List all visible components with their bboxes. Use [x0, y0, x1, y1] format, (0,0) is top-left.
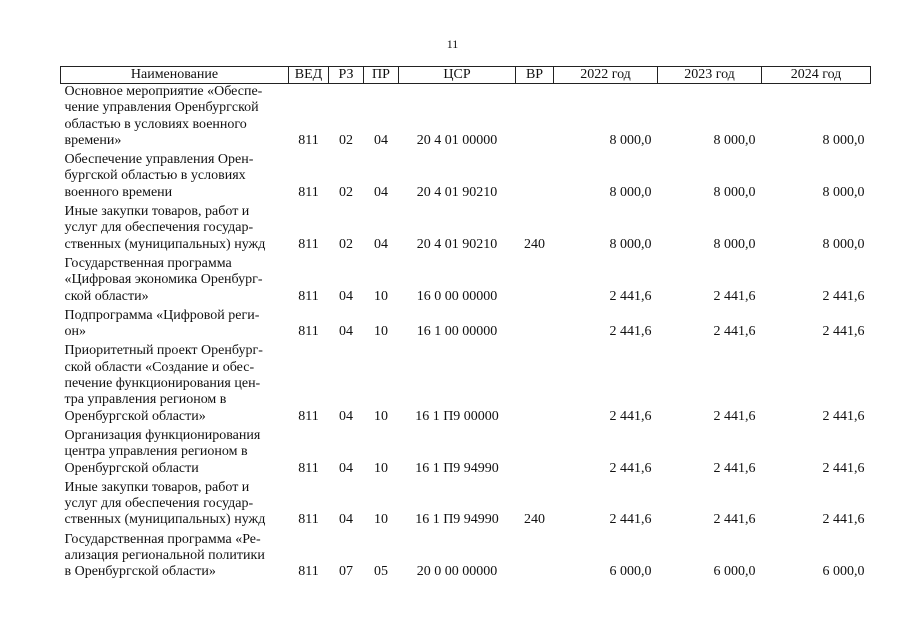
name-line: ственных (муниципальных) нужд [64, 236, 266, 252]
cell-pr: 10 [374, 288, 388, 304]
cell-ved: 811 [298, 460, 319, 476]
header-2022: 2022 год [554, 67, 658, 84]
cell-2024: 2 441,6 [822, 408, 865, 424]
name-line: печение функционирования цен- [64, 376, 261, 392]
cell-pr: 04 [374, 184, 388, 200]
cell-vr [516, 84, 554, 153]
cell-rz: 04 [339, 512, 353, 528]
cell-name [61, 428, 289, 480]
header-vr: ВР [516, 67, 554, 84]
cell-vr [516, 152, 554, 204]
table-row [61, 532, 871, 584]
table-body [61, 84, 871, 584]
header-name: Наименование [61, 67, 289, 84]
header-2024: 2024 год [762, 67, 871, 84]
name-line: военного времени [64, 184, 173, 200]
cell-pr: 04 [374, 236, 388, 252]
cell-pr: 10 [374, 408, 388, 424]
cell-name [61, 256, 289, 308]
name-line: услуг для обеспечения государ- [64, 220, 254, 236]
table-row [61, 204, 871, 256]
cell-2023: 8 000,0 [713, 184, 756, 200]
name-line: Государственная программа [64, 255, 232, 271]
table-row [61, 343, 871, 427]
cell-2024: 2 441,6 [822, 512, 865, 528]
cell-name [61, 84, 289, 153]
cell-name [61, 204, 289, 256]
name-line: чение управления Оренбургской [64, 100, 259, 116]
cell-2023: 6 000,0 [713, 564, 756, 580]
name-line: Иные закупки товаров, работ и [64, 204, 250, 220]
table-header-row [61, 67, 871, 84]
name-line: Подпрограмма «Цифровой реги- [64, 307, 260, 323]
cell-rz: 04 [339, 460, 353, 476]
cell-csr: 16 1 П9 94990 [415, 460, 499, 476]
header-ved: ВЕД [289, 67, 329, 84]
cell-2022: 6 000,0 [609, 564, 652, 580]
header-rz: РЗ [329, 67, 364, 84]
cell-2022: 2 441,6 [609, 288, 652, 304]
cell-pr: 05 [374, 564, 388, 580]
cell-csr: 20 4 01 90210 [416, 236, 498, 252]
cell-vr: 240 [524, 236, 545, 252]
cell-rz: 04 [339, 324, 353, 340]
cell-pr: 10 [374, 512, 388, 528]
cell-ved: 811 [298, 512, 319, 528]
cell-2024: 2 441,6 [822, 288, 865, 304]
cell-name [61, 308, 289, 344]
header-csr: ЦСР [399, 67, 516, 84]
table-row [61, 480, 871, 532]
cell-2023: 8 000,0 [713, 236, 756, 252]
cell-2023: 8 000,0 [713, 132, 756, 148]
name-line: ской области «Создание и обес- [64, 359, 255, 375]
cell-2023: 2 441,6 [713, 324, 756, 340]
cell-ved: 811 [298, 288, 319, 304]
cell-name [61, 343, 289, 427]
name-line: он» [64, 324, 86, 340]
table-row [61, 428, 871, 480]
cell-rz: 04 [339, 408, 353, 424]
cell-csr: 20 0 00 00000 [416, 564, 498, 580]
cell-2024: 8 000,0 [822, 132, 865, 148]
cell-rz: 02 [339, 184, 353, 200]
name-line: в Оренбургской области» [64, 564, 216, 580]
budget-table [60, 66, 871, 584]
name-line: ственных (муниципальных) нужд [64, 512, 266, 528]
cell-rz: 04 [339, 288, 353, 304]
cell-csr: 16 1 П9 00000 [415, 408, 499, 424]
cell-2024: 2 441,6 [822, 460, 865, 476]
cell-csr: 20 4 01 90210 [416, 184, 498, 200]
cell-2022: 2 441,6 [609, 512, 652, 528]
name-line: Государственная программа «Ре- [64, 531, 261, 547]
name-line: Оренбургской области» [64, 408, 206, 424]
cell-vr [516, 532, 554, 584]
cell-2023: 2 441,6 [713, 460, 756, 476]
table-row [61, 256, 871, 308]
header-pr: ПР [364, 67, 399, 84]
header-2023: 2023 год [658, 67, 762, 84]
cell-vr [516, 428, 554, 480]
name-line: ализация региональной политики [64, 548, 265, 564]
name-line: областью в условиях военного [64, 116, 247, 132]
cell-csr: 16 1 П9 94990 [415, 512, 499, 528]
cell-2022: 2 441,6 [609, 460, 652, 476]
cell-rz: 07 [339, 564, 353, 580]
cell-csr: 16 0 00 00000 [416, 288, 498, 304]
name-line: услуг для обеспечения государ- [64, 496, 254, 512]
cell-ved: 811 [298, 408, 319, 424]
name-line: Иные закупки товаров, работ и [64, 479, 250, 495]
cell-name [61, 152, 289, 204]
cell-ved: 811 [298, 236, 319, 252]
cell-vr [516, 256, 554, 308]
cell-csr: 20 4 01 00000 [416, 132, 498, 148]
cell-2023: 2 441,6 [713, 512, 756, 528]
cell-ved: 811 [298, 132, 319, 148]
cell-2023: 2 441,6 [713, 288, 756, 304]
name-line: «Цифровая экономика Оренбург- [64, 272, 263, 288]
cell-2024: 8 000,0 [822, 184, 865, 200]
cell-vr [516, 343, 554, 427]
cell-2024: 8 000,0 [822, 236, 865, 252]
name-line: тра управления регионом в [64, 392, 227, 408]
cell-rz: 02 [339, 132, 353, 148]
cell-pr: 04 [374, 132, 388, 148]
name-line: Организация функционирования [64, 427, 261, 443]
cell-ved: 811 [298, 184, 319, 200]
cell-ved: 811 [298, 564, 319, 580]
table-row [61, 152, 871, 204]
cell-name [61, 480, 289, 532]
page-number: 11 [446, 37, 459, 51]
name-line: Основное мероприятие «Обеспе- [64, 84, 263, 99]
cell-csr: 16 1 00 00000 [416, 324, 498, 340]
table-row [61, 84, 871, 153]
table-row [61, 308, 871, 344]
cell-pr: 10 [374, 324, 388, 340]
cell-pr: 10 [374, 460, 388, 476]
cell-vr [516, 308, 554, 344]
name-line: времени» [64, 132, 122, 148]
cell-2022: 8 000,0 [609, 184, 652, 200]
name-line: бургской областью в условиях [64, 168, 246, 184]
name-line: Приоритетный проект Оренбург- [64, 343, 263, 359]
cell-2022: 8 000,0 [609, 132, 652, 148]
name-line: ской области» [64, 288, 149, 304]
name-line: Оренбургской области [64, 460, 199, 476]
cell-2022: 2 441,6 [609, 408, 652, 424]
cell-2024: 2 441,6 [822, 324, 865, 340]
cell-2023: 2 441,6 [713, 408, 756, 424]
name-line: Обеспечение управления Орен- [64, 152, 254, 168]
cell-2022: 8 000,0 [609, 236, 652, 252]
cell-2024: 6 000,0 [822, 564, 865, 580]
cell-vr: 240 [524, 512, 545, 528]
cell-2022: 2 441,6 [609, 324, 652, 340]
cell-ved: 811 [298, 324, 319, 340]
name-line: центра управления регионом в [64, 444, 248, 460]
cell-rz: 02 [339, 236, 353, 252]
cell-name [61, 532, 289, 584]
